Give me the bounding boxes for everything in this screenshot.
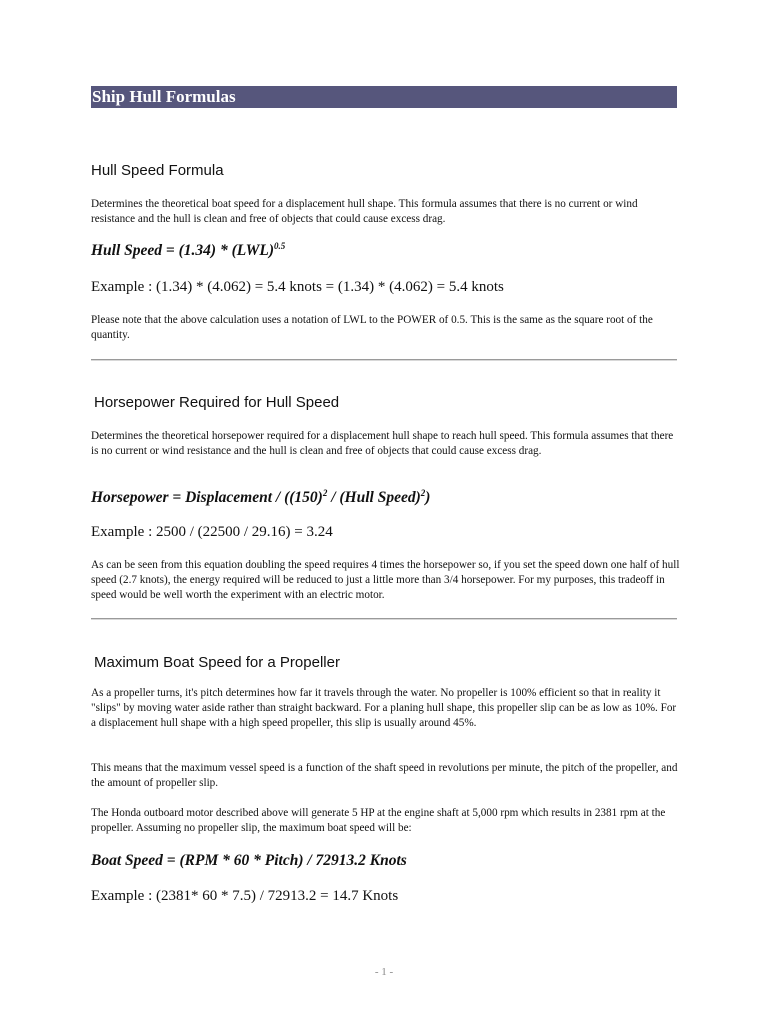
hull-speed-example: Example : (1.34) * (4.062) = 5.4 knots = (1.34) * (4.062) = 5.4 knots (91, 279, 504, 295)
section-divider (91, 618, 677, 620)
section-divider (91, 359, 677, 361)
boat-speed-formula: Boat Speed = (RPM * 60 * Pitch) / 72913.2 Knots (91, 852, 407, 869)
horsepower-example: Example : 2500 / (22500 / 29.16) = 3.24 (91, 524, 333, 540)
section-heading-hull-speed: Hull Speed Formula (91, 162, 224, 179)
section-paragraph: This means that the maximum vessel speed is a function of the shaft speed in revolutions per minute, the pitch of the propeller, and the amount of propeller slip. (91, 762, 678, 789)
page-title: Ship Hull Formulas (91, 86, 677, 108)
section-paragraph: Determines the theoretical boat speed for a displacement hull shape. This formula assumes that there is no current or wind resistance and the hull is clean and free of objects that could cause excess drag. (91, 198, 638, 225)
boat-speed-example: Example : (2381* 60 * 7.5) / 72913.2 = 14.7 Knots (91, 888, 399, 904)
section-heading-horsepower: Horsepower Required for Hull Speed (94, 394, 340, 411)
hull-speed-note: Please note that the above calculation uses a notation of LWL to the POWER of 0.5. This is the same as the square root of the quantity. (91, 314, 653, 341)
section-paragraph: Determines the theoretical horsepower required for a displacement hull shape to reach hull speed. This formula assumes that there is no current or wind resistance and the hull is clean and free of objects that could cause excess drag. (91, 430, 674, 457)
page-number: - 1 - (374, 966, 394, 978)
horsepower-note: As can be seen from this equation doubling the speed requires 4 times the horsepower so, if you set the speed down one half of hull speed (2.7 knots), the energy required will be reduced to just a little more than 3/4 horsepower. For my purposes, this tradeoff in speed would be well worth the experiment with an electric motor. (91, 559, 680, 601)
section-paragraph: As a propeller turns, it's pitch determines how far it travels through the water. No propeller is 100% efficient so that in reality it "slips" by moving water aside rather than straight backward. For a planing hull shape, this propeller slip can be as low as 10%. For a displacement hull shape with a high speed propeller, this slip is usually around 45%. (91, 687, 677, 729)
section-heading-propeller: Maximum Boat Speed for a Propeller (94, 654, 340, 671)
section-paragraph: The Honda outboard motor described above will generate 5 HP at the engine shaft at 5,000 rpm which results in 2381 rpm at the propeller. Assuming no propeller slip, the maximum boat speed will be: (91, 807, 666, 834)
hull-speed-formula: Hull Speed = (1.34) * (LWL)$^{0.5}$ (91, 240, 286, 259)
horsepower-formula: Horsepower = Displacement / ($(150)^2$ / (Hull Speed)$^2$) (91, 487, 431, 506)
